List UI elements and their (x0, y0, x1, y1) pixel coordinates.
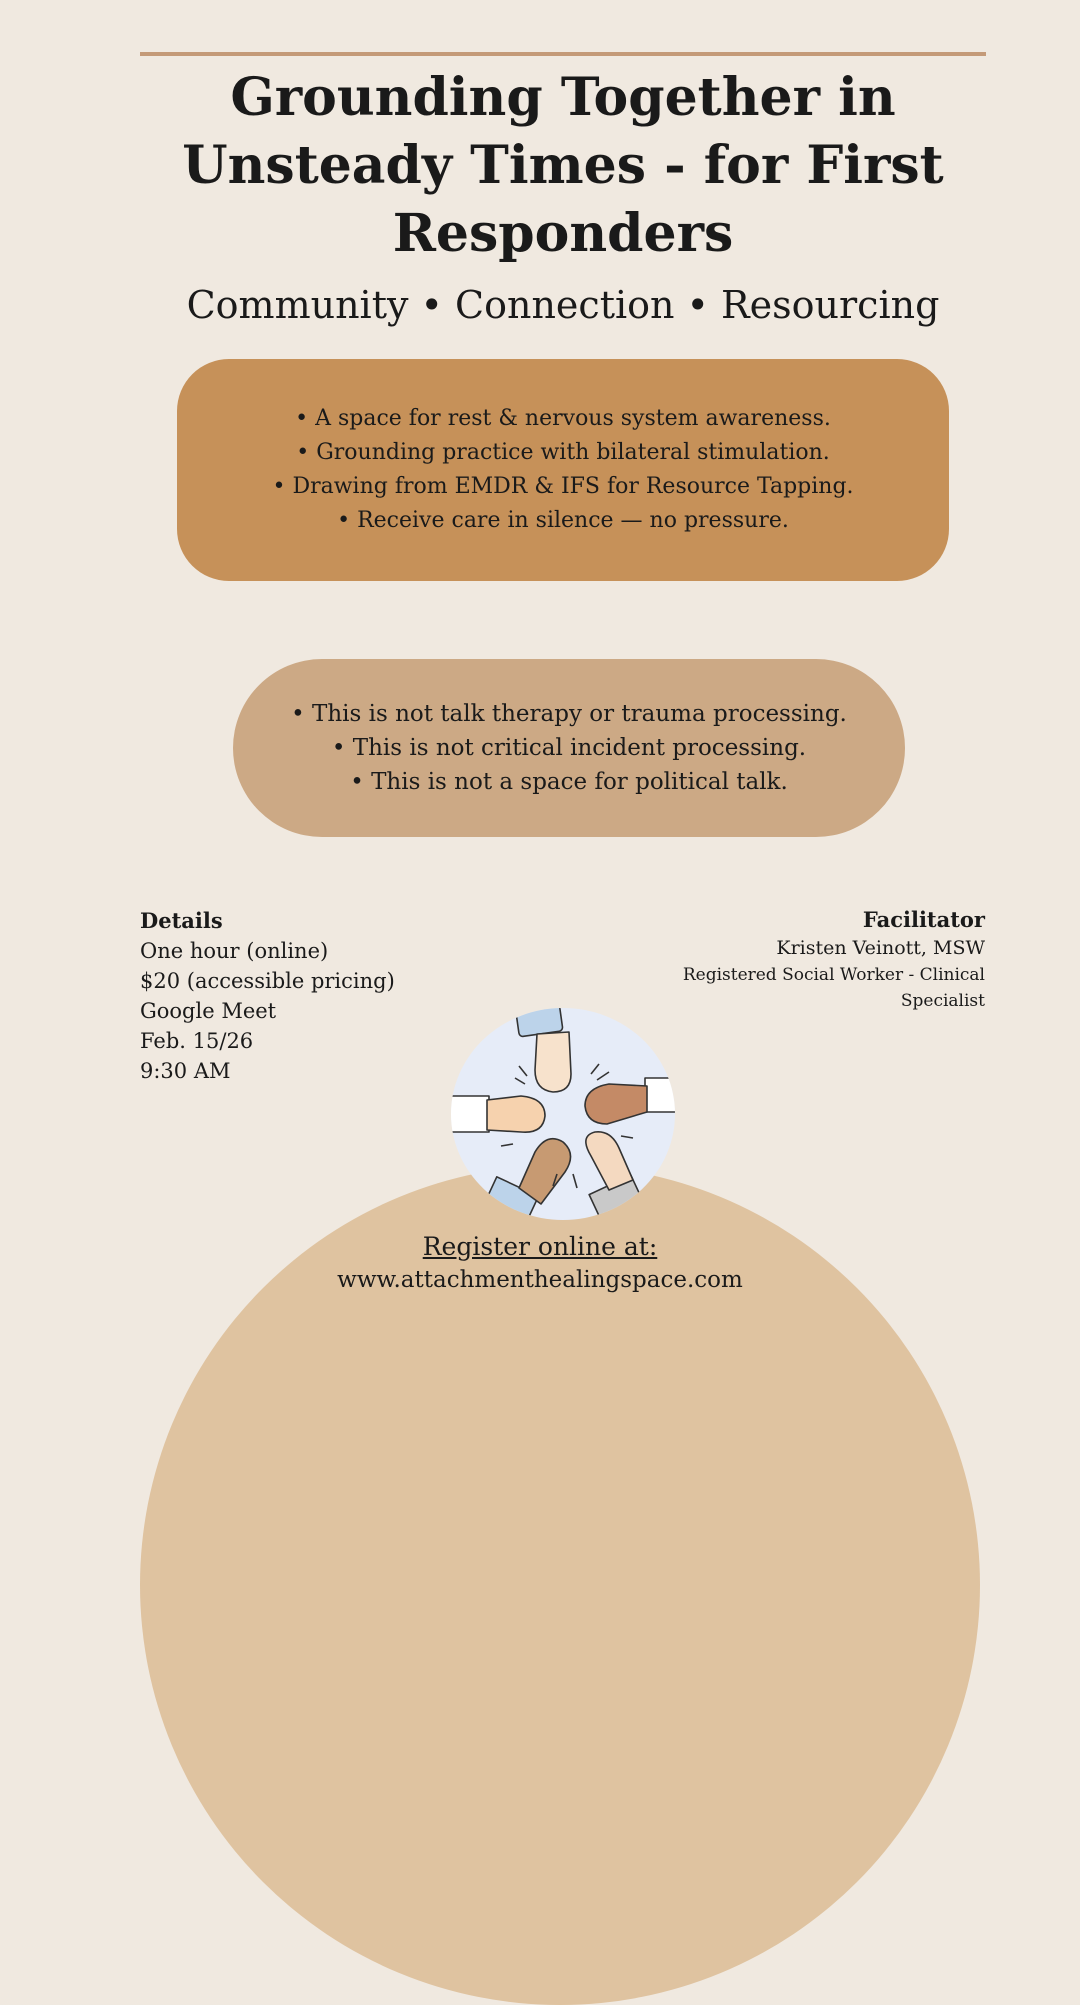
title-line: Grounding Together in (230, 67, 896, 128)
details-item: 9:30 AM (140, 1059, 231, 1083)
title-line: Responders (392, 203, 734, 264)
hands-fist-bump-icon (449, 1008, 677, 1220)
offering-item: • Grounding practice with bilateral stimulation. (296, 440, 830, 465)
details-heading: Details (140, 908, 223, 933)
register-section (0, 1230, 1080, 1296)
facilitator-name: Kristen Veinott, MSW (776, 937, 985, 959)
offering-item: • Drawing from EMDR & IFS for Resource Tapping. (272, 474, 854, 499)
facilitator-role: Specialist (900, 991, 985, 1011)
register-label: Register online at: (422, 1232, 658, 1261)
register-url-link[interactable]: www.attachmenthealingspace.com (337, 1267, 743, 1293)
offering-item: • A space for rest & nervous system awareness. (295, 406, 831, 431)
offering-item: • Receive care in silence — no pressure. (337, 508, 789, 533)
facilitator-section (655, 906, 985, 1014)
facilitator-heading: Facilitator (862, 907, 985, 932)
exclusion-item: • This is not a space for political talk. (350, 769, 788, 795)
details-item: Google Meet (140, 999, 277, 1023)
facilitator-role: Registered Social Worker - Clinical (682, 965, 985, 985)
exclusion-item: • This is not talk therapy or trauma processing. (291, 701, 847, 727)
offerings-box (177, 359, 949, 581)
exclusion-item: • This is not critical incident processing. (331, 735, 807, 761)
title-line: Unsteady Times - for First (182, 135, 944, 196)
exclusions-box (233, 659, 905, 837)
event-title (140, 64, 986, 268)
event-subtitle: Community • Connection • Resourcing (186, 283, 940, 327)
details-item: Feb. 15/26 (140, 1029, 254, 1053)
details-item: $20 (accessible pricing) (140, 969, 395, 993)
details-section (140, 906, 395, 1086)
top-divider (140, 52, 986, 56)
details-item: One hour (online) (140, 939, 329, 963)
